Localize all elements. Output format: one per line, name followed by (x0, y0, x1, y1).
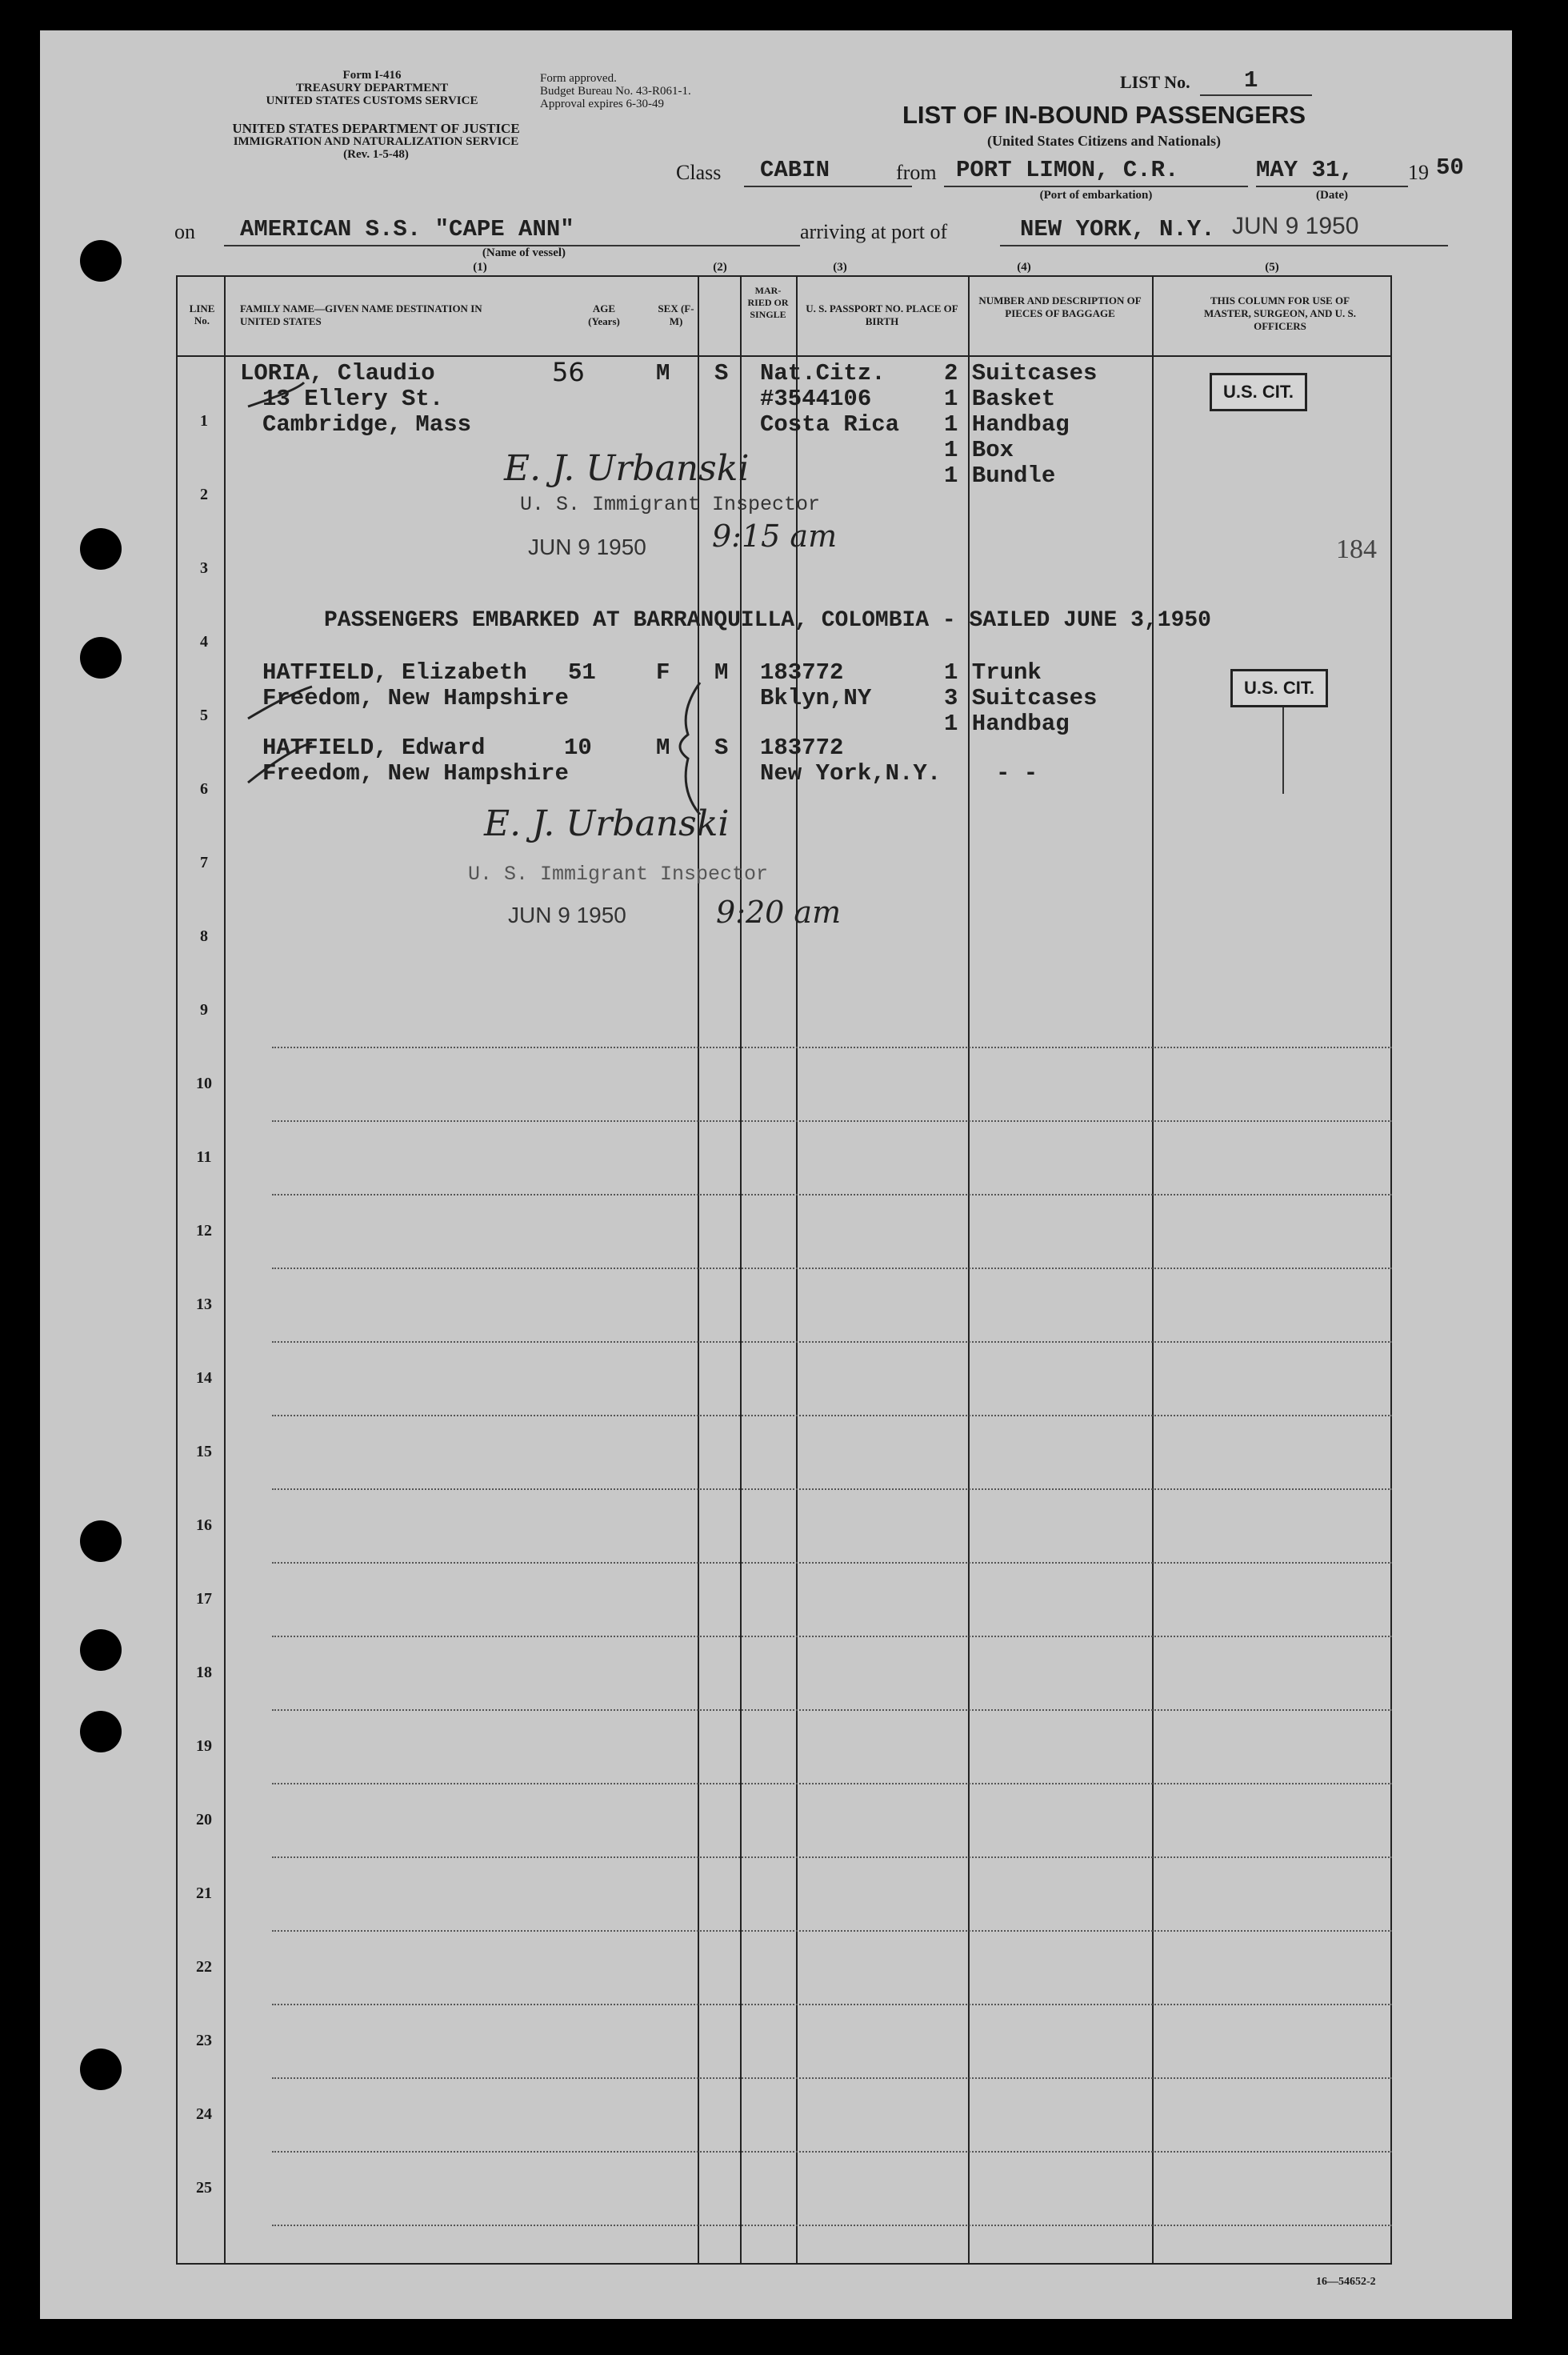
stamp-bracket-line (1282, 707, 1284, 794)
passenger-3-baggage-ditto: - - (996, 760, 1038, 787)
line-number: 16 (196, 1516, 212, 1534)
document-subtitle: (United States Citizens and Nationals) (986, 133, 1221, 149)
passenger-1-baggage-3: 1 Handbag (944, 411, 1070, 438)
embarkation-date: MAY 31, (1256, 157, 1354, 183)
date-underline (1256, 186, 1408, 187)
year-value: 50 (1436, 154, 1464, 181)
column-number-4: (4) (1017, 261, 1031, 274)
binder-hole (80, 1520, 122, 1562)
passenger-2-address: Freedom, New Hampshire (262, 685, 569, 711)
line-number: 22 (196, 1958, 212, 1976)
line-number: 24 (196, 2105, 212, 2123)
passenger-1-citizenship: Nat.Citz. (760, 360, 886, 386)
inspection-date-1: JUN 9 1950 (528, 535, 646, 559)
col-divider-passport (796, 275, 798, 2265)
row-rule (272, 1047, 1392, 1048)
line-number: 7 (200, 854, 208, 871)
vessel-name: AMERICAN S.S. "CAPE ANN" (240, 216, 574, 242)
row-rule (272, 1709, 1392, 1711)
class-label: Class (676, 161, 722, 184)
approval-expires: Approval expires 6-30-49 (540, 98, 664, 110)
passenger-2-name: HATFIELD, Elizabeth (262, 659, 527, 686)
col-divider-officers (1152, 275, 1154, 2265)
binder-hole (80, 2049, 122, 2090)
line-number: 14 (196, 1369, 212, 1387)
passenger-1-married: S (714, 360, 729, 386)
line-number: 9 (200, 1001, 208, 1019)
barranquilla-section-header: PASSENGERS EMBARKED AT BARRANQUILLA, COLOMBIA - SAILED JUNE 3,1950 (324, 608, 1211, 633)
row-rule (272, 1636, 1392, 1637)
binder-hole (80, 1629, 122, 1671)
passenger-1-age: 56 (552, 357, 585, 387)
pen-marks (200, 366, 760, 815)
us-citizen-stamp: U.S. CIT. (1230, 669, 1328, 707)
binder-hole (80, 1711, 122, 1752)
passenger-1-baggage-5: 1 Bundle (944, 463, 1056, 489)
header-passport: U. S. PASSPORT NO. PLACE OF BIRTH (806, 302, 958, 327)
line-number: 10 (196, 1075, 212, 1092)
port-caption: (Port of embarkation) (1039, 189, 1153, 202)
passenger-3-married: S (714, 735, 729, 761)
port-of-embarkation: PORT LIMON, C.R. (956, 157, 1179, 183)
passenger-3-birthplace: New York,N.Y. (760, 760, 942, 787)
line-number: 17 (196, 1590, 212, 1608)
column-number-1: (1) (473, 261, 487, 274)
year-prefix: 19 (1408, 161, 1429, 184)
binder-hole (80, 637, 122, 679)
document-title: LIST OF IN-BOUND PASSENGERS (902, 101, 1306, 129)
manifest-page (40, 30, 1512, 2319)
inspector-title-2: U. S. Immigrant Inspector (468, 863, 769, 886)
line-number: 19 (196, 1737, 212, 1755)
row-rule (272, 2225, 1392, 2226)
list-no-label: LIST No. (1120, 72, 1190, 92)
passenger-1-passport: #3544106 (760, 386, 872, 412)
date-caption: (Date) (1316, 189, 1348, 202)
form-approved: Form approved. (540, 72, 617, 85)
header-sex: SEX (F-M) (658, 302, 694, 327)
vessel-caption: (Name of vessel) (482, 246, 566, 259)
row-rule (272, 1562, 1392, 1564)
treasury-department: TREASURY DEPARTMENT (295, 82, 449, 94)
passenger-3-age: 10 (564, 735, 592, 761)
line-number: 1 (200, 412, 208, 430)
line-number: 2 (200, 486, 208, 503)
from-label: from (896, 161, 937, 184)
class-underline (744, 186, 912, 187)
passenger-2-passport: 183772 (760, 659, 844, 686)
form-number: Form I-416 (342, 69, 402, 82)
inspector-signature-1: E. J. Urbanski (504, 448, 750, 489)
manifest-number: 184 (1336, 535, 1377, 564)
row-rule (272, 1783, 1392, 1784)
us-citizen-stamp: U.S. CIT. (1210, 373, 1307, 411)
binder-hole (80, 528, 122, 570)
list-no-value: 1 (1244, 67, 1258, 94)
passenger-1-name: LORIA, Claudio (240, 360, 435, 386)
passenger-3-sex: M (656, 735, 670, 761)
passenger-2-married: M (714, 659, 729, 686)
header-baggage: NUMBER AND DESCRIPTION OF PIECES OF BAGGAGE (978, 294, 1142, 319)
passenger-2-sex: F (656, 659, 670, 686)
column-number-3: (3) (833, 261, 847, 274)
line-number: 23 (196, 2032, 212, 2049)
row-rule (272, 1268, 1392, 1269)
row-rule (272, 1488, 1392, 1490)
header-line-no: LINE No. (189, 302, 215, 326)
passenger-2-age: 51 (568, 659, 596, 686)
inspection-date-2: JUN 9 1950 (508, 903, 626, 927)
inspection-time-1: 9:15 am (712, 519, 838, 554)
line-number: 11 (196, 1148, 212, 1166)
passenger-2-baggage-1: 1 Trunk (944, 659, 1042, 686)
line-number: 3 (200, 559, 208, 577)
passenger-1-address-1: 13 Ellery St. (262, 386, 444, 412)
line-number: 13 (196, 1296, 212, 1313)
passenger-1-address-2: Cambridge, Mass (262, 411, 472, 438)
line-number: 8 (200, 927, 208, 945)
row-rule (272, 1194, 1392, 1196)
row-rule (272, 1930, 1392, 1932)
line-number: 15 (196, 1443, 212, 1460)
budget-bureau: Budget Bureau No. 43-R061-1. (540, 85, 691, 98)
list-no-line (1200, 94, 1312, 96)
binder-hole (80, 240, 122, 282)
line-number: 18 (196, 1664, 212, 1681)
ins-label: IMMIGRATION AND NATURALIZATION SERVICE (233, 135, 519, 148)
port-underline (944, 186, 1248, 187)
row-rule (272, 1856, 1392, 1858)
line-number: 21 (196, 1884, 212, 1902)
passenger-3-passport: 183772 (760, 735, 844, 761)
passenger-1-baggage-2: 1 Basket (944, 386, 1056, 412)
column-number-5: (5) (1265, 261, 1279, 274)
header-married: MAR- RIED OR SINGLE (747, 285, 789, 320)
row-rule (272, 2151, 1392, 2153)
inspector-signature-2: E. J. Urbanski (484, 803, 730, 844)
arrival-underline (1000, 245, 1448, 246)
header-name: FAMILY NAME—GIVEN NAME DESTINATION IN UNITED STATES (240, 302, 482, 327)
on-label: on (174, 220, 195, 243)
line-number: 4 (200, 633, 208, 651)
passenger-2-baggage-3: 1 Handbag (944, 711, 1070, 737)
arrival-date: JUN 9 1950 (1232, 213, 1359, 239)
line-number: 6 (200, 780, 208, 798)
row-rule (272, 2077, 1392, 2079)
passenger-1-sex: M (656, 360, 670, 386)
row-rule (272, 1120, 1392, 1122)
inspector-title-1: U. S. Immigrant Inspector (520, 493, 821, 516)
row-rule (272, 1341, 1392, 1343)
line-number: 20 (196, 1811, 212, 1828)
revision: (Rev. 1-5-48) (343, 148, 409, 161)
row-rule (272, 1415, 1392, 1416)
row-rule (272, 2004, 1392, 2005)
footer-form-code: 16—54652-2 (1316, 2276, 1376, 2288)
passenger-3-name: HATFIELD, Edward (262, 735, 486, 761)
header-age: AGE (Years) (588, 302, 620, 327)
passenger-2-birthplace: Bklyn,NY (760, 685, 872, 711)
line-number: 5 (200, 707, 208, 724)
passenger-2-baggage-2: 3 Suitcases (944, 685, 1098, 711)
arriving-label: arriving at port of (800, 220, 948, 243)
inspection-time-2: 9:20 am (716, 895, 842, 930)
arrival-port: NEW YORK, N.Y. (1020, 216, 1215, 242)
customs-service: UNITED STATES CUSTOMS SERVICE (266, 94, 478, 107)
column-number-2: (2) (713, 261, 727, 274)
line-number: 25 (196, 2179, 212, 2197)
col-divider-baggage (968, 275, 970, 2265)
passenger-1-baggage-4: 1 Box (944, 437, 1014, 463)
passenger-1-baggage-1: 2 Suitcases (944, 360, 1098, 386)
class-value: CABIN (760, 157, 830, 183)
department-of-justice: UNITED STATES DEPARTMENT OF JUSTICE (232, 121, 520, 136)
passenger-3-address: Freedom, New Hampshire (262, 760, 569, 787)
table-header-divider (176, 355, 1392, 357)
header-officers: THIS COLUMN FOR USE OF MASTER, SURGEON, AND U. S. OFFICERS (1204, 294, 1356, 332)
line-number: 12 (196, 1222, 212, 1240)
passenger-1-birthplace: Costa Rica (760, 411, 900, 438)
